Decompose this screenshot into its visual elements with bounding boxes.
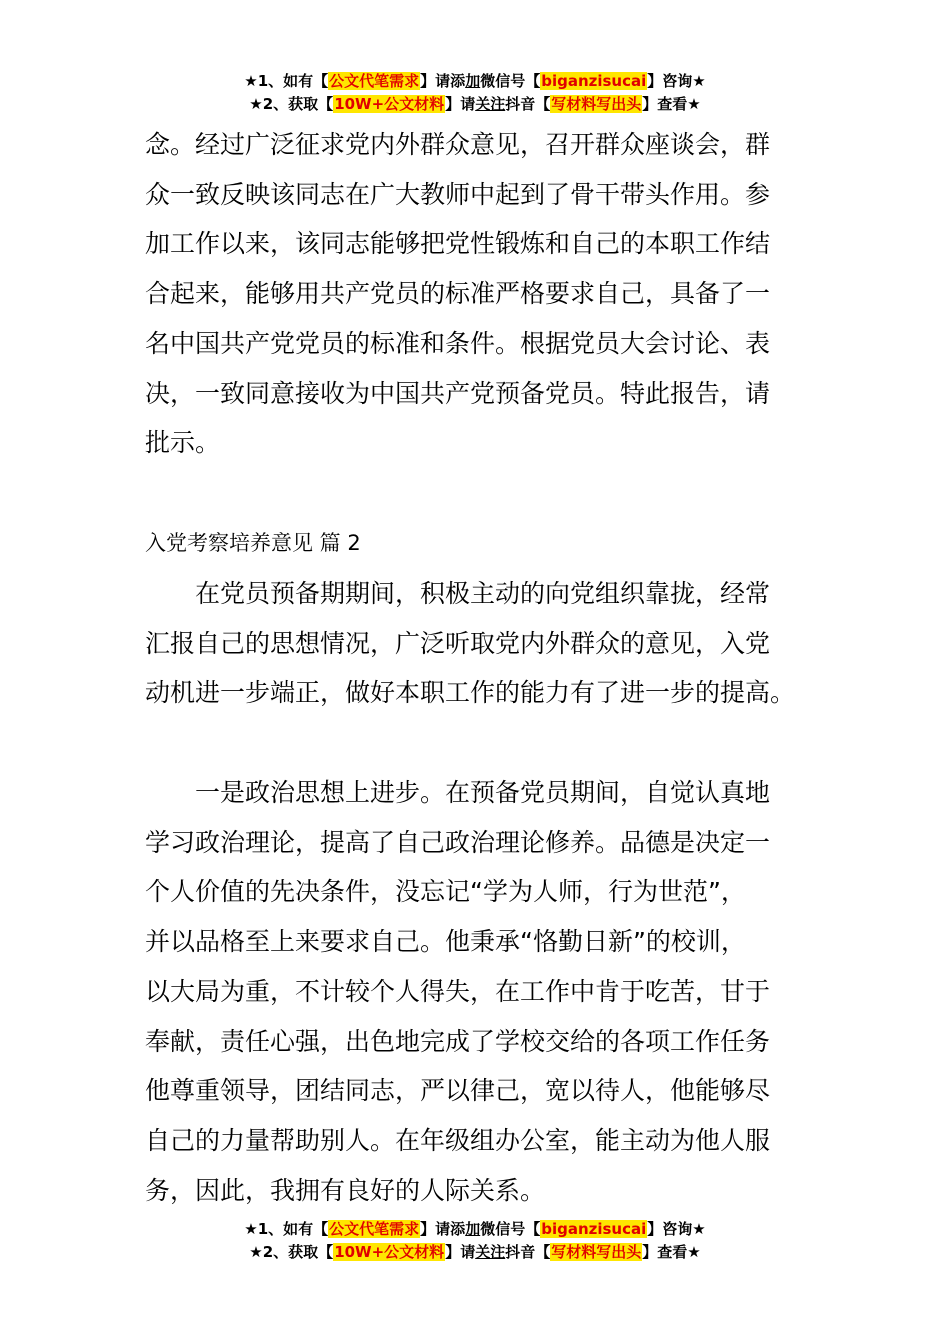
text-line: 批示。 [145, 428, 221, 458]
banner-line-2 [0, 93, 950, 116]
banner-text: 】查看★ [642, 1243, 701, 1261]
text-line: 名中国共产党党员的标准和条件。根据党员大会讨论、表 [145, 328, 771, 358]
text-line: 自己的力量帮助别人。在年级组办公室，能主动为他人服 [145, 1125, 771, 1155]
text-line: 在党员预备期期间，积极主动的向党组织靠拢，经常 [195, 579, 771, 608]
text-line: 奉献，责任心强，出色地完成了学校交给的各项工作任务 [145, 1026, 771, 1056]
text-line: 念。经过广泛征求党内外群众意见，召开群众座谈会，群 [145, 130, 771, 159]
banner-underline: 关注 [475, 95, 506, 113]
banner-text: ★2、获取【 [249, 95, 334, 113]
text-line: 加工作以来，该同志能够把党性锻炼和自己的本职工作结 [145, 229, 771, 259]
banner-text: 】请 [445, 1243, 476, 1261]
bottom-banner [0, 1218, 950, 1264]
text-line: 个人价值的先决条件，没忘记“学为人师，行为世范”， [145, 877, 746, 907]
banner-text: ★1、如有【 [244, 72, 329, 90]
banner-highlight: 写材料写出头 [551, 1243, 642, 1261]
banner-text: 】查看★ [642, 95, 701, 113]
text-line: 学习政治理论，提高了自己政治理论修养。品德是决定一 [145, 827, 771, 857]
banner-highlight: biganzisucai [541, 1220, 647, 1238]
banner-text: 抖音【 [505, 95, 551, 113]
banner-underline: 加 [465, 1220, 481, 1238]
banner-text: 微信号【 [480, 1220, 541, 1238]
banner-text: 】咨询★ [647, 1220, 706, 1238]
banner-text: ★1、如有【 [244, 1220, 329, 1238]
banner-highlight: 公文代笔需求 [329, 1220, 420, 1238]
text-line: 动机进一步端正，做好本职工作的能力有了进一步的提高。 [145, 678, 796, 708]
top-banner [0, 70, 950, 116]
paragraph-1 [145, 120, 810, 468]
paragraph-3 [145, 768, 810, 1215]
text-line: 以大局为重，不计较个人得失，在工作中肯于吃苦，甘于 [145, 976, 771, 1006]
banner-line-1 [0, 1218, 950, 1241]
banner-text: 】请添 [420, 72, 466, 90]
banner-line-2 [0, 1241, 950, 1264]
banner-highlight: 10W+公文材料 [334, 1243, 445, 1261]
banner-text: 】请添 [420, 1220, 466, 1238]
banner-highlight: biganzisucai [541, 72, 647, 90]
banner-highlight: 写材料写出头 [551, 95, 642, 113]
text-line: 并以品格至上来要求自己。他秉承“恪勤日新”的校训， [145, 927, 746, 957]
banner-underline: 加 [465, 72, 481, 90]
banner-text: ★2、获取【 [249, 1243, 334, 1261]
paragraph-2 [145, 569, 810, 718]
text-line: 一是政治思想上进步。在预备党员期间，自觉认真地 [195, 778, 771, 807]
banner-underline: 关注 [475, 1243, 506, 1261]
banner-text: 抖音【 [505, 1243, 551, 1261]
text-line: 合起来，能够用共产党员的标准严格要求自己，具备了一 [145, 279, 771, 309]
text-line: 他尊重领导，团结同志，严以律己，宽以待人，他能够尽 [145, 1076, 771, 1106]
text-line: 务，因此，我拥有良好的人际关系。 [145, 1175, 546, 1205]
banner-text: 微信号【 [480, 72, 541, 90]
banner-text: 】请 [445, 95, 476, 113]
banner-highlight: 10W+公文材料 [334, 95, 445, 113]
text-line: 决，一致同意接收为中国共产党预备党员。特此报告，请 [145, 378, 771, 408]
banner-line-1 [0, 70, 950, 93]
text-line: 众一致反映该同志在广大教师中起到了骨干带头作用。参 [145, 179, 771, 209]
section-heading: 入党考察培养意见 篇 2 [145, 531, 361, 555]
text-line: 汇报自己的思想情况，广泛听取党内外群众的意见，入党 [145, 628, 771, 658]
banner-text: 】咨询★ [647, 72, 706, 90]
banner-highlight: 公文代笔需求 [329, 72, 420, 90]
